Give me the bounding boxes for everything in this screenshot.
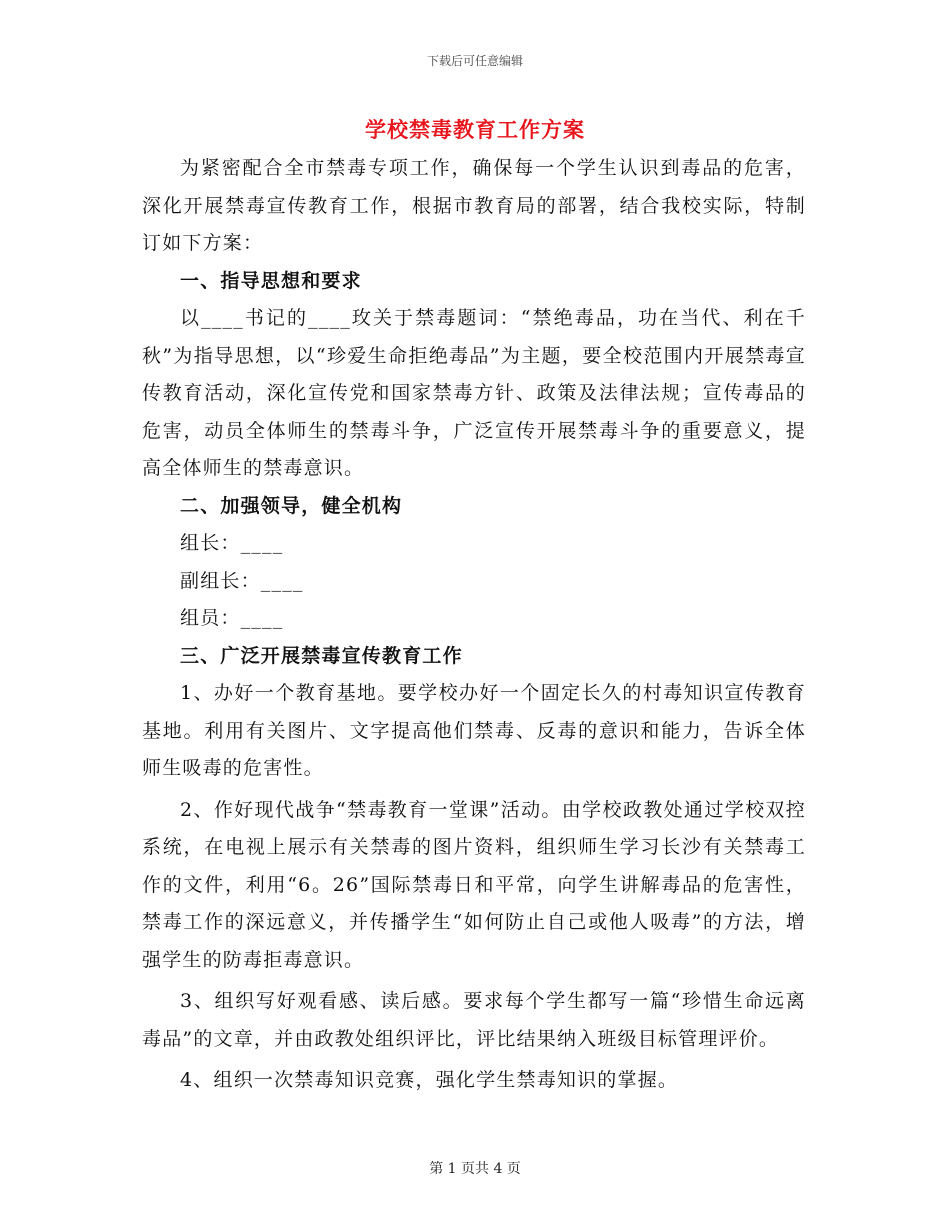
page-header: 下载后可任意编辑	[426, 54, 523, 68]
section-heading-2: 二、加强领导，健全机构	[180, 494, 403, 517]
leader-line: 组长：____	[180, 532, 284, 554]
item-2-paragraph: 2、作好现代战争“禁毒教育一堂课”活动。由学校政教处通过学校双控系统，在电视上展示有关禁毒的图片资料，组织师生学习长沙有关禁毒工作的文件，利用“6。26”国际禁毒日和平常，向学生讲解毒品的危害性，禁毒工作的深远意义，并传播学生“如何防止自己或他人吸毒”的方法，增强学生的防毒拒毒意识。	[142, 798, 806, 971]
intro-paragraph: 为紧密配合全市禁毒专项工作，确保每一个学生认识到毒品的危害，深化开展禁毒宣传教育工作，根据市教育局的部署，结合我校实际，特制订如下方案：	[142, 157, 806, 254]
members-line: 组员：____	[180, 607, 284, 629]
deputy-leader-line: 副组长：____	[180, 569, 304, 592]
section-heading-3: 三、广泛开展禁毒宣传教育工作	[180, 644, 463, 667]
page-footer: 第 1 页共 4 页	[429, 1161, 521, 1177]
document-body	[142, 150, 806, 1100]
item-3-paragraph: 3、组织写好观看感、读后感。要求每个学生都写一篇“珍惜生命远离毒品”的文章，并由政教处组织评比，评比结果纳入班级目标管理评价。	[142, 990, 806, 1050]
item-4-paragraph: 4、组织一次禁毒知识竞赛，强化学生禁毒知识的掌握。	[180, 1069, 679, 1091]
document-title: 学校禁毒教育工作方案	[365, 117, 585, 142]
section-heading-1: 一、指导思想和要求	[180, 269, 362, 292]
item-1-paragraph: 1、办好一个教育基地。要学校办好一个固定长久的村毒知识宣传教育基地。利用有关图片、文字提高他们禁毒、反毒的意识和能力，告诉全体师生吸毒的危害性。	[142, 682, 806, 779]
section-1-paragraph: 以____书记的____玫关于禁毒题词：“禁绝毒品，功在当代、利在千秋”为指导思想，以“珍爱生命拒绝毒品”为主题，要全校范围内开展禁毒宣传教育活动，深化宣传党和国家禁毒方针、政策及法律法规；宣传毒品的危害，动员全体师生的禁毒斗争，广泛宣传开展禁毒斗争的重要意义，提高全体师生的禁毒意识。	[142, 307, 806, 479]
